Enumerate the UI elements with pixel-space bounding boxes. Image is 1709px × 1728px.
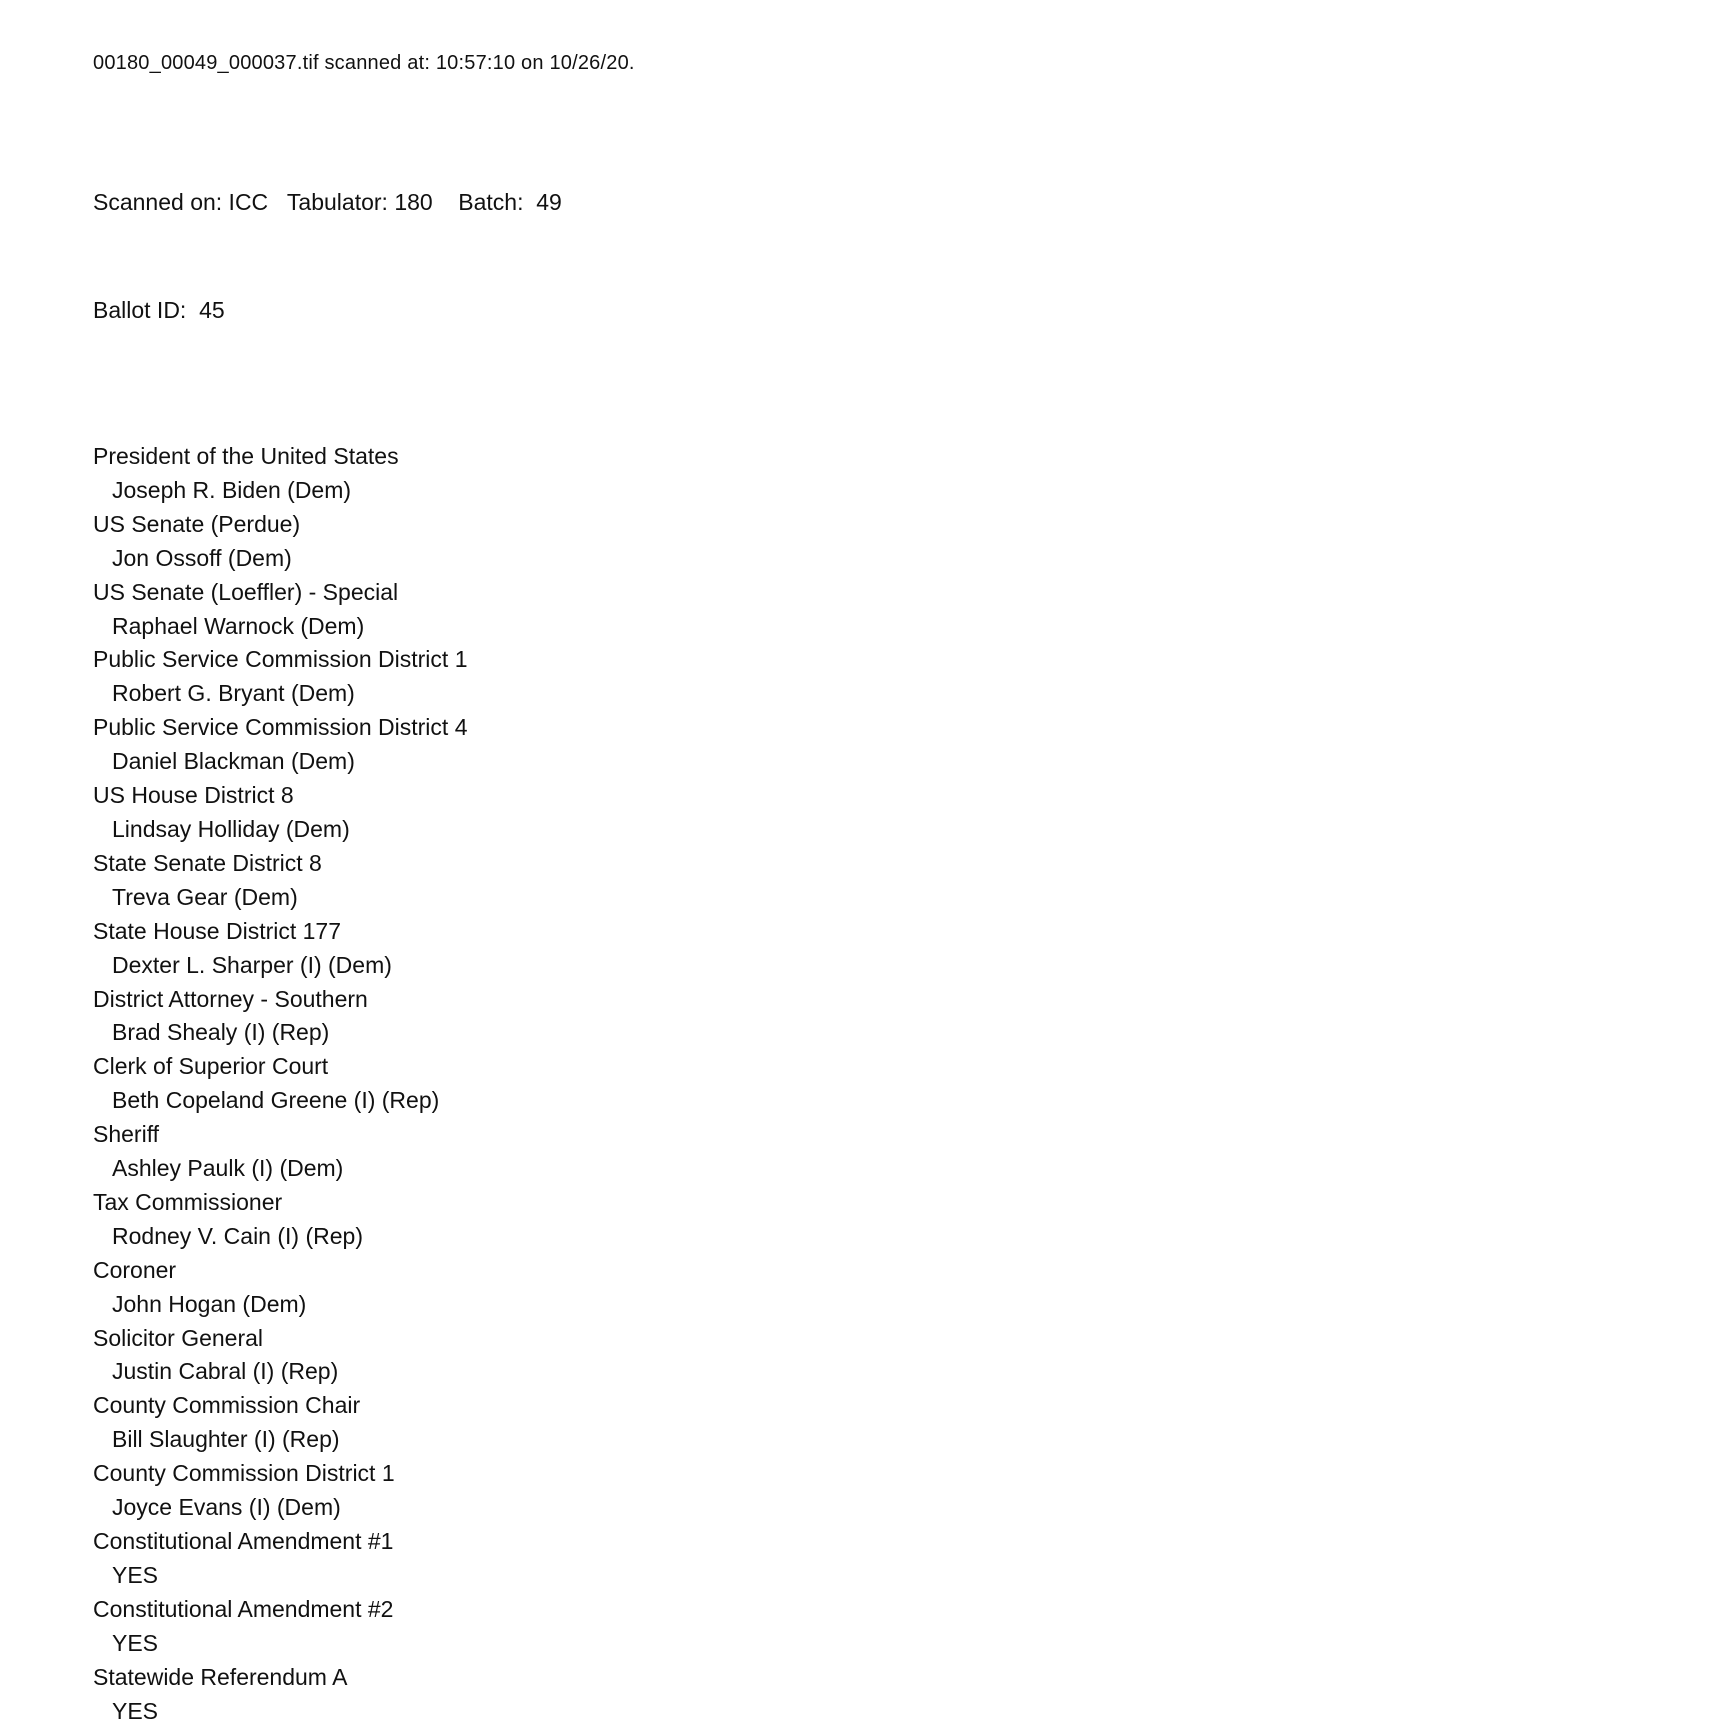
contest-vote: John Hogan (Dem) (112, 1290, 307, 1317)
contest-block (93, 847, 1669, 915)
contest-title: Public Service Commission District 1 (93, 646, 468, 673)
contest-title: District Attorney - Southern (93, 985, 368, 1012)
contest-title: Clerk of Superior Court (93, 1053, 329, 1080)
contest-vote: Raphael Warnock (Dem) (112, 612, 365, 639)
contest-vote: Brad Shealy (I) (Rep) (112, 1019, 330, 1046)
contest-title: Public Service Commission District 4 (93, 714, 468, 741)
contest-vote: Joyce Evans (I) (Dem) (112, 1494, 341, 1521)
ballot-id-line: Ballot ID: 45 (93, 297, 225, 323)
contest-title: US House District 8 (93, 782, 294, 809)
contest-title: Constitutional Amendment #2 (93, 1595, 394, 1622)
contest-vote: YES (112, 1629, 159, 1656)
contest-title: Tax Commissioner (93, 1188, 283, 1215)
contest-block (93, 1050, 1669, 1118)
contest-block (93, 1254, 1669, 1322)
contest-vote: Robert G. Bryant (Dem) (112, 680, 355, 707)
contest-vote: Ashley Paulk (I) (Dem) (112, 1155, 344, 1182)
contest-block (93, 915, 1669, 983)
contest-block (93, 508, 1669, 576)
contest-block (93, 983, 1669, 1051)
contest-vote: Rodney V. Cain (I) (Rep) (112, 1222, 363, 1249)
contest-title: State Senate District 8 (93, 849, 322, 876)
contest-block (93, 1389, 1669, 1457)
contest-block (93, 643, 1669, 711)
contest-vote: Dexter L. Sharper (I) (Dem) (112, 951, 392, 978)
contest-block (93, 1457, 1669, 1525)
contest-vote: Lindsay Holliday (Dem) (112, 815, 350, 842)
contest-vote: Treva Gear (Dem) (112, 883, 298, 910)
contest-block (93, 1525, 1669, 1593)
contest-title: Statewide Referendum A (93, 1663, 348, 1690)
contest-title: State House District 177 (93, 917, 342, 944)
contest-title: County Commission District 1 (93, 1460, 395, 1487)
contest-title: Coroner (93, 1256, 177, 1283)
scan-header-block (93, 112, 1669, 400)
contest-block (93, 440, 1669, 508)
contest-block (93, 1593, 1669, 1661)
contest-title: Sheriff (93, 1121, 160, 1148)
scanned-filename-line: 00180_00049_000037.tif scanned at: 10:57:10 on 10/26/20. (93, 52, 635, 74)
contest-block (93, 779, 1669, 847)
contest-block (93, 1186, 1669, 1254)
contest-title: County Commission Chair (93, 1392, 361, 1419)
contest-vote: Joseph R. Biden (Dem) (112, 476, 352, 503)
contest-title: US Senate (Loeffler) - Special (93, 578, 399, 605)
contest-title: Constitutional Amendment #1 (93, 1528, 394, 1554)
contest-block (93, 576, 1669, 644)
contest-block (93, 711, 1669, 779)
contest-vote: YES (112, 1697, 159, 1724)
contest-vote: Daniel Blackman (Dem) (112, 748, 355, 775)
contest-vote: Jon Ossoff (Dem) (112, 544, 292, 571)
contest-block (93, 1322, 1669, 1390)
contest-list (93, 440, 1669, 1728)
contest-block (93, 1661, 1669, 1728)
contest-vote: Beth Copeland Greene (I) (Rep) (112, 1087, 440, 1114)
contest-vote: Justin Cabral (I) (Rep) (112, 1358, 339, 1385)
contest-block (93, 1118, 1669, 1186)
contest-title: Solicitor General (93, 1324, 264, 1351)
scan-info-line: Scanned on: ICC Tabulator: 180 Batch: 49 (93, 189, 562, 215)
contest-title: US Senate (Perdue) (93, 510, 301, 537)
contest-title: President of the United States (93, 443, 399, 469)
contest-vote: Bill Slaughter (I) (Rep) (112, 1426, 340, 1453)
contest-vote: YES (112, 1561, 159, 1588)
